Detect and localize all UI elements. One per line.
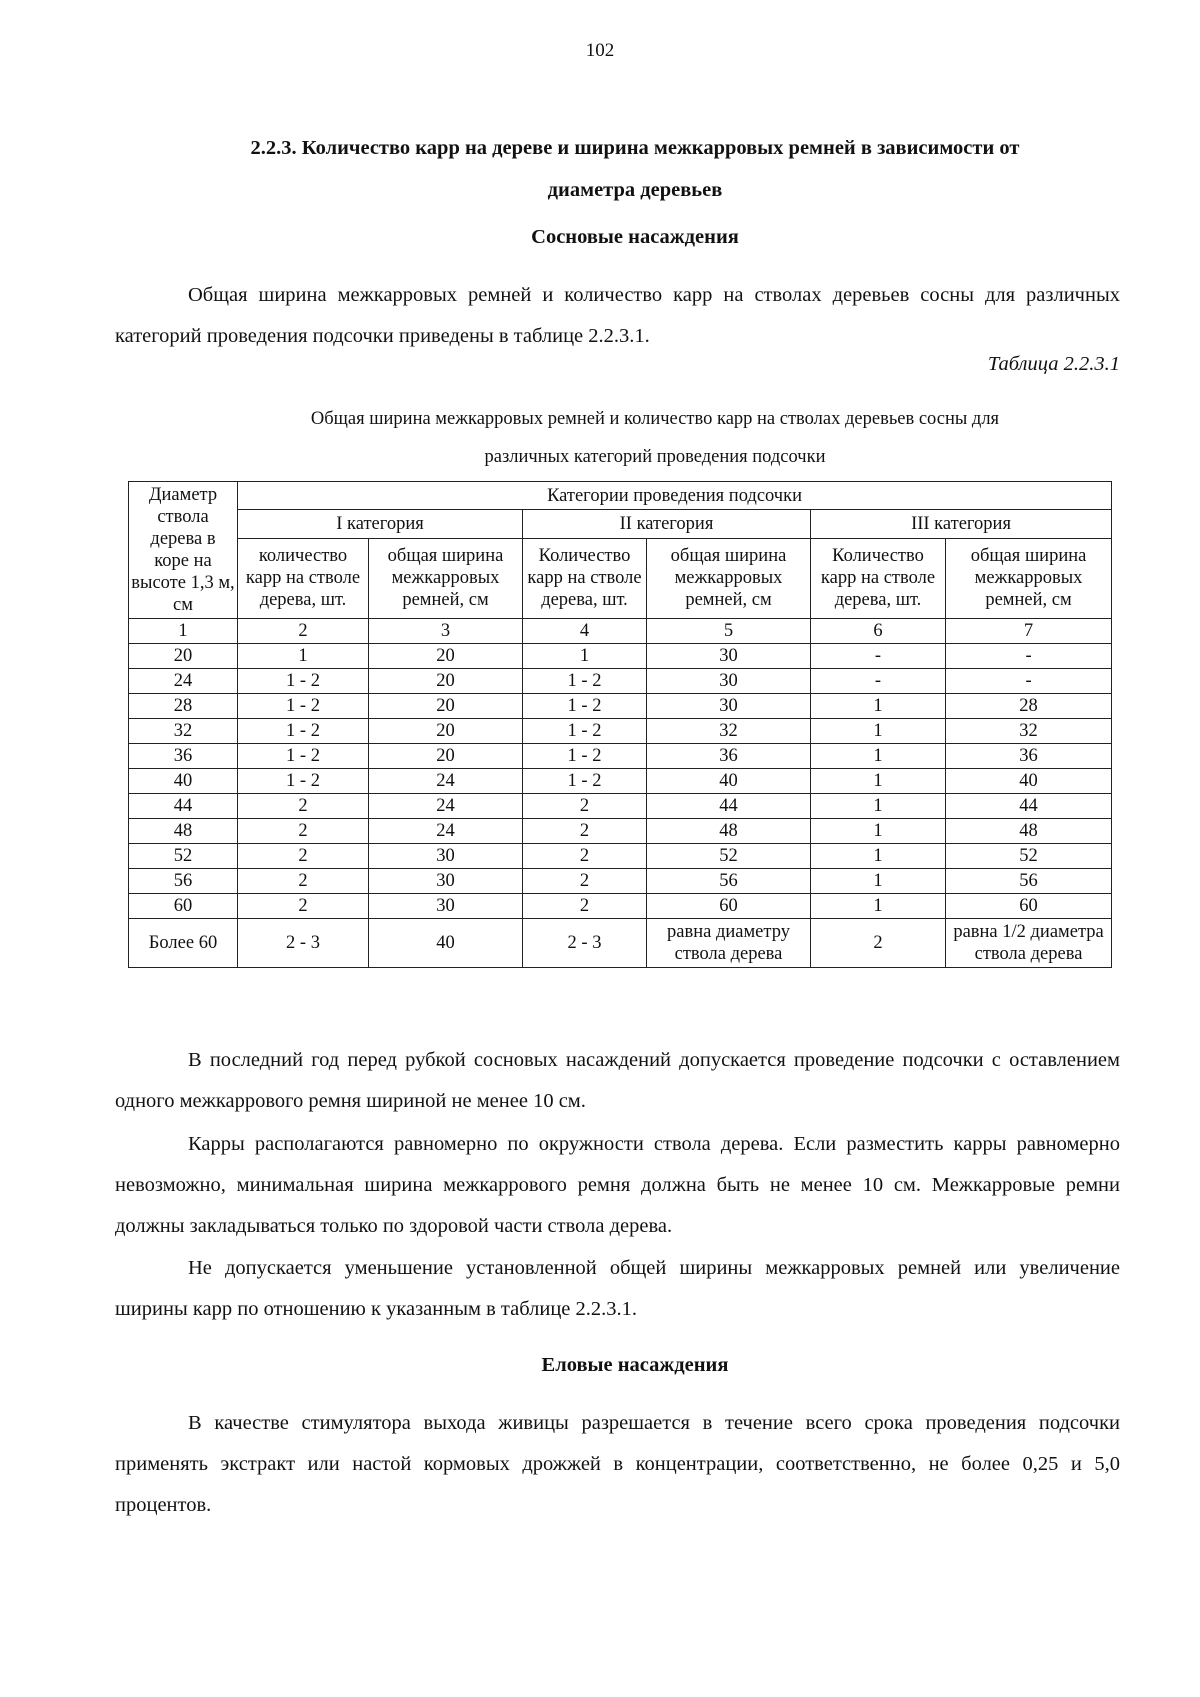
- section-title-line-1: 2.2.3. Количество карр на дереве и ширина межкарровых ремней в зависимости от: [250, 137, 1020, 159]
- table-cell: 52: [129, 844, 238, 869]
- header-c2-width: общая ширина межкарровых ремней, см: [647, 538, 811, 618]
- table-cell: 20: [369, 719, 523, 744]
- table-cell: 2: [238, 794, 369, 819]
- table-row: [129, 644, 1112, 669]
- table-cell: 30: [647, 669, 811, 694]
- table-cell: 2: [238, 819, 369, 844]
- table-cell: 24: [129, 669, 238, 694]
- table-row: [129, 694, 1112, 719]
- column-number-cell: 1: [129, 619, 238, 644]
- table-caption-line-1: Общая ширина межкарровых ремней и количество карр на стволах деревьев сосны для: [310, 409, 1000, 429]
- table-cell: 40: [647, 769, 811, 794]
- table-cell: 20: [129, 644, 238, 669]
- table-cell: -: [946, 669, 1112, 694]
- section-title-line-2: диаметра деревьев: [547, 179, 723, 201]
- page-number: 102: [585, 40, 615, 61]
- paragraph-placement: Карры располагаются равномерно по окружности ствола дерева. Если разместить карры равномерно невозможно, минимальная ширина межкаррового ремня должна быть не менее 10 см. Межкарровые ремни должны закладываться только по здоровой части ствола дерева.: [115, 1133, 1120, 1237]
- column-number-cell: 2: [238, 619, 369, 644]
- table-caption: [215, 400, 1095, 476]
- table-cell: 1: [811, 794, 946, 819]
- table-cell: 1 - 2: [523, 769, 647, 794]
- header-c1-count: количество карр на стволе дерева, шт.: [238, 538, 369, 618]
- table-cell: 2: [523, 819, 647, 844]
- intro-paragraph: Общая ширина межкарровых ремней и количество карр на стволах деревьев сосны для различных категорий проведения подсочки приведены в таблице 2.2.3.1.: [115, 284, 1120, 347]
- table-cell: 48: [129, 819, 238, 844]
- table-cell: 1 - 2: [238, 744, 369, 769]
- table-cell: 56: [647, 869, 811, 894]
- table-cell: 1: [811, 819, 946, 844]
- header-c3-count: Количество карр на стволе дерева, шт.: [811, 538, 946, 618]
- table-header: [129, 482, 1112, 619]
- subheading-spruce: Еловые насаждения: [541, 1354, 729, 1376]
- header-category-1: I категория: [238, 510, 523, 538]
- table-row: [129, 794, 1112, 819]
- table-cell: 48: [647, 819, 811, 844]
- table-cell: -: [946, 644, 1112, 669]
- table-cell: 1: [811, 894, 946, 919]
- table-cell: 20: [369, 644, 523, 669]
- table-cell: 20: [369, 694, 523, 719]
- table-body: [129, 619, 1112, 968]
- paragraph-restriction: Не допускается уменьшение установленной общей ширины межкарровых ремней или увеличение ширины карр по отношению к указанным в таблице 2.2.3.1.: [115, 1257, 1120, 1320]
- table-row: [129, 744, 1112, 769]
- table-cell: 30: [369, 894, 523, 919]
- table-cell: 1: [811, 744, 946, 769]
- table-cell: 32: [129, 719, 238, 744]
- table-cell: 2: [238, 894, 369, 919]
- column-number-row: [129, 619, 1112, 644]
- table-cell: 28: [129, 694, 238, 719]
- section-title: [185, 127, 1085, 211]
- table-row: [129, 919, 1112, 968]
- table-cell: 2: [523, 894, 647, 919]
- table-cell: равна 1/2 диаметра ствола дерева: [946, 919, 1112, 968]
- table-cell: 1: [811, 694, 946, 719]
- table-row: [129, 719, 1112, 744]
- table-cell: 36: [129, 744, 238, 769]
- table-row: [129, 844, 1112, 869]
- table-cell: -: [811, 644, 946, 669]
- table-row: [129, 869, 1112, 894]
- table-cell: 30: [369, 869, 523, 894]
- table-cell: 44: [129, 794, 238, 819]
- column-number-cell: 7: [946, 619, 1112, 644]
- table-cell: 1: [238, 644, 369, 669]
- table-cell: 44: [647, 794, 811, 819]
- table-cell: 60: [129, 894, 238, 919]
- header-diameter: Диаметр ствола дерева в коре на высоте 1,3 м, см: [129, 482, 238, 619]
- table-cell: 1 - 2: [238, 669, 369, 694]
- table-row: [129, 819, 1112, 844]
- table-cell: 1 - 2: [523, 694, 647, 719]
- column-number-cell: 3: [369, 619, 523, 644]
- table-cell: 1: [523, 644, 647, 669]
- table-row: [129, 669, 1112, 694]
- paragraph-stimulator: В качестве стимулятора выхода живицы разрешается в течение всего срока проведения подсочки применять экстракт или настой кормовых дрожжей в концентрации, соответственно, не более 0,25 и 5,0 процентов.: [115, 1412, 1120, 1516]
- table-cell: 20: [369, 744, 523, 769]
- table-cell: 24: [369, 769, 523, 794]
- table-cell: 32: [946, 719, 1112, 744]
- table-cell: 28: [946, 694, 1112, 719]
- header-c1-width: общая ширина межкарровых ремней, см: [369, 538, 523, 618]
- header-category-3: III категория: [811, 510, 1112, 538]
- table-cell: 1 - 2: [523, 744, 647, 769]
- table-cell: 44: [946, 794, 1112, 819]
- table-cell: 40: [946, 769, 1112, 794]
- subheading-pine: Сосновые насаждения: [531, 226, 739, 248]
- table-cell: 2: [238, 844, 369, 869]
- table-cell: 1 - 2: [238, 694, 369, 719]
- table-cell: 60: [946, 894, 1112, 919]
- table-cell: 20: [369, 669, 523, 694]
- table-cell: 56: [946, 869, 1112, 894]
- table-cell: 2 - 3: [523, 919, 647, 968]
- table-row: [129, 894, 1112, 919]
- table-cell: 30: [647, 644, 811, 669]
- table-cell: 1 - 2: [523, 719, 647, 744]
- table-cell: 60: [647, 894, 811, 919]
- table-cell: -: [811, 669, 946, 694]
- column-number-cell: 6: [811, 619, 946, 644]
- table-cell: 30: [369, 844, 523, 869]
- table-cell: 32: [647, 719, 811, 744]
- table-cell: 1: [811, 869, 946, 894]
- header-c2-count: Количество карр на стволе дерева, шт.: [523, 538, 647, 618]
- table-cell: 2: [811, 919, 946, 968]
- table-cell: 1: [811, 719, 946, 744]
- table-cell: 2: [523, 794, 647, 819]
- table-cell: равна диаметру ствола дерева: [647, 919, 811, 968]
- header-c3-width: общая ширина межкарровых ремней, см: [946, 538, 1112, 618]
- table-cell: 56: [129, 869, 238, 894]
- column-number-cell: 4: [523, 619, 647, 644]
- header-category-2: II категория: [523, 510, 811, 538]
- table-cell: 30: [647, 694, 811, 719]
- table-cell: 1: [811, 769, 946, 794]
- table-label: Таблица 2.2.3.1: [987, 353, 1120, 375]
- column-number-cell: 5: [647, 619, 811, 644]
- table-cell: 40: [129, 769, 238, 794]
- table-cell: 40: [369, 919, 523, 968]
- table-cell: 48: [946, 819, 1112, 844]
- table-cell: 24: [369, 819, 523, 844]
- table-cell: 2: [523, 869, 647, 894]
- table-cell: 36: [946, 744, 1112, 769]
- table-caption-line-2: различных категорий проведения подсочки: [484, 447, 826, 467]
- table-cell: 2: [523, 844, 647, 869]
- table-cell: 24: [369, 794, 523, 819]
- paragraph-last-year: В последний год перед рубкой сосновых насаждений допускается проведение подсочки с оставлением одного межкаррового ремня шириной не менее 10 см.: [115, 1049, 1120, 1112]
- table-cell: 2 - 3: [238, 919, 369, 968]
- data-table: [128, 481, 1112, 968]
- table-cell: 52: [946, 844, 1112, 869]
- table-row: [129, 769, 1112, 794]
- table-cell: 1 - 2: [238, 769, 369, 794]
- header-categories: Категории проведения подсочки: [238, 482, 1112, 510]
- table-cell: 36: [647, 744, 811, 769]
- table-cell: Более 60: [129, 919, 238, 968]
- table-cell: 1: [811, 844, 946, 869]
- table-cell: 2: [238, 869, 369, 894]
- table-cell: 1 - 2: [238, 719, 369, 744]
- table-cell: 52: [647, 844, 811, 869]
- table-cell: 1 - 2: [523, 669, 647, 694]
